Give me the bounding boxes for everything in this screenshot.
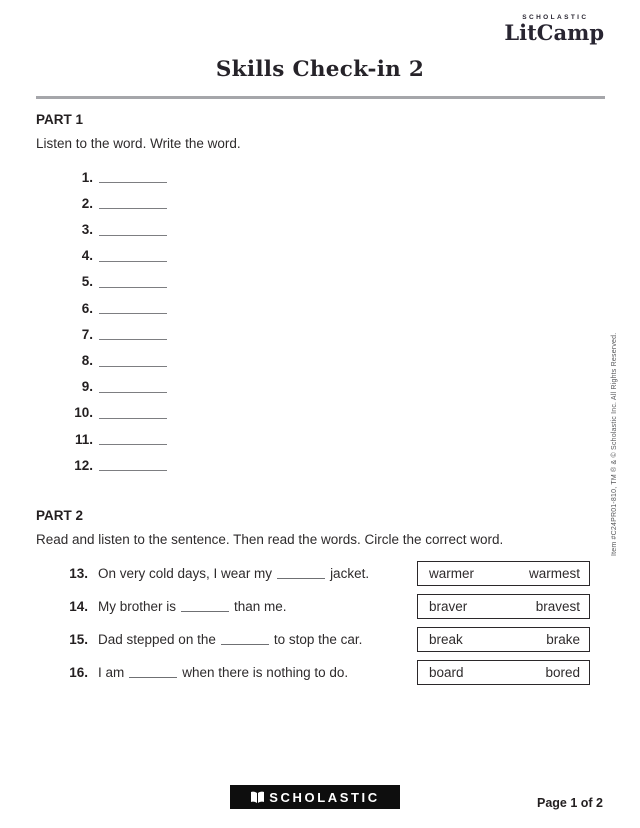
answer-blank[interactable] [221, 644, 269, 645]
open-book-icon [250, 791, 265, 804]
answer-blank[interactable] [277, 578, 325, 579]
choice-word-left[interactable]: braver [429, 599, 468, 615]
answer-blank[interactable] [99, 261, 167, 262]
word-choice-box [417, 594, 590, 619]
sentence-row [36, 656, 590, 689]
sentence-before-blank: My brother is [98, 599, 177, 615]
word-write-row [36, 320, 640, 346]
word-write-row [36, 215, 640, 241]
answer-blank[interactable] [99, 287, 167, 288]
word-choice-box [417, 627, 590, 652]
choice-word-left[interactable]: warmer [429, 566, 475, 582]
part1-heading: PART 1 [36, 112, 84, 127]
scholastic-logo-bar [230, 785, 400, 809]
brand-scholastic-label: SCHOLASTIC [522, 14, 589, 21]
answer-blank[interactable] [99, 235, 167, 236]
item-number: 4. [81, 248, 93, 264]
item-number: 13. [69, 566, 88, 582]
item-number: 9. [81, 379, 93, 395]
item-number: 6. [81, 300, 93, 316]
sentence-after-blank: than me. [234, 599, 287, 615]
sentence-before-blank: I am [98, 665, 125, 681]
word-write-row [36, 425, 640, 451]
item-number: 1. [81, 169, 93, 185]
part2-instructions: Read and listen to the sentence. Then read the words. Circle the correct word. [36, 532, 504, 548]
choice-word-left[interactable]: board [429, 665, 464, 681]
answer-blank[interactable] [99, 392, 167, 393]
word-write-row [36, 373, 640, 399]
choice-word-left[interactable]: break [429, 632, 463, 648]
item-number: 8. [81, 353, 93, 368]
answer-blank[interactable] [129, 677, 177, 678]
page-title: Skills Check-in 2 [215, 57, 425, 82]
sentence-after-blank: when there is nothing to do. [182, 665, 349, 681]
answer-blank[interactable] [99, 444, 167, 445]
choice-word-right[interactable]: brake [546, 632, 580, 648]
choice-word-right[interactable]: bored [545, 665, 580, 681]
part2-heading: PART 2 [36, 508, 84, 524]
answer-blank[interactable] [181, 611, 229, 612]
sentence-text [98, 665, 348, 680]
item-number: 14. [69, 599, 88, 615]
word-write-row [36, 346, 640, 372]
scholastic-logo-text: SCHOLASTIC [269, 789, 380, 805]
word-write-row [36, 163, 640, 189]
answer-blank[interactable] [99, 366, 167, 367]
item-number: 3. [81, 222, 93, 238]
title-divider [36, 96, 605, 99]
copyright-sidebar-text: Item #C24PR01-810, TM ® & © Scholastic Inc. All Rights Reserved. [611, 332, 618, 556]
item-number: 10. [74, 405, 93, 421]
choice-word-right[interactable]: bravest [535, 599, 580, 615]
word-write-row [36, 399, 640, 425]
word-choice-box [417, 660, 590, 685]
item-number: 5. [81, 274, 93, 290]
item-number: 2. [81, 195, 93, 211]
sentence-row [36, 590, 590, 623]
word-write-row [36, 242, 640, 268]
answer-blank[interactable] [99, 339, 167, 340]
item-number: 7. [81, 326, 93, 342]
sentence-list [36, 557, 590, 689]
sentence-before-blank: On very cold days, I wear my [98, 566, 273, 582]
word-write-row [36, 294, 640, 320]
page-number-label: Page 1 of 2 [537, 796, 603, 810]
sentence-text [98, 566, 369, 581]
sentence-before-blank: Dad stepped on the [98, 632, 216, 648]
brand-logo [504, 14, 604, 44]
word-write-row [36, 189, 640, 215]
answer-blank[interactable] [99, 418, 167, 419]
sentence-after-blank: jacket. [330, 566, 370, 582]
item-number: 12. [74, 457, 93, 473]
word-choice-box [417, 561, 590, 586]
sentence-text [98, 599, 287, 614]
sentence-row [36, 623, 590, 656]
answer-blank[interactable] [99, 208, 167, 209]
brand-litcamp-label: LitCamp [504, 20, 604, 45]
item-number: 16. [69, 665, 88, 681]
sentence-text [98, 632, 362, 647]
answer-blank[interactable] [99, 313, 167, 314]
word-write-list [36, 163, 640, 477]
answer-blank[interactable] [99, 182, 167, 183]
item-number: 15. [69, 632, 88, 648]
part1-instructions: Listen to the word. Write the word. [36, 136, 241, 151]
sentence-row [36, 557, 590, 590]
word-write-row [36, 451, 640, 477]
sentence-after-blank: to stop the car. [273, 632, 363, 648]
answer-blank[interactable] [99, 470, 167, 471]
choice-word-right[interactable]: warmest [528, 566, 580, 582]
item-number: 11. [74, 431, 93, 447]
word-write-row [36, 268, 640, 294]
